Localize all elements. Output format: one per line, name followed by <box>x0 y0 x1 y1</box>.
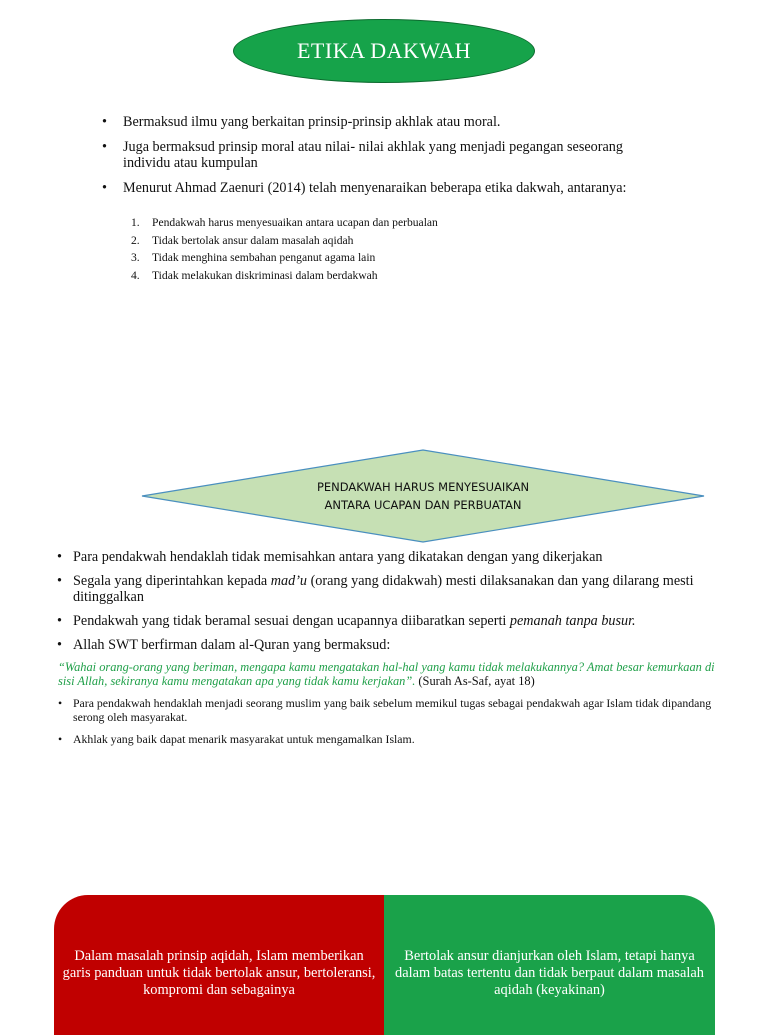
bullet-text: Segala yang diperintahkan kepada <box>73 573 271 589</box>
numbered-item <box>131 249 631 267</box>
item-number: 3. <box>131 251 140 264</box>
page-title: ETIKA DAKWAH <box>296 38 472 63</box>
intro-bullet: • Bermaksud ilmu yang berkaitan prinsip-prinsip akhlak atau moral. <box>100 114 660 130</box>
item-text: Tidak bertolak ansur dalam masalah aqidah <box>152 233 354 247</box>
item-number: 1. <box>131 216 140 229</box>
bullet-text: Pendakwah yang tidak beramal sesuai dengan ucapannya diibaratkan seperti <box>73 613 510 629</box>
quote-source: (Surah As-Saf, ayat 18) <box>415 674 535 688</box>
item-number: 2. <box>131 233 140 247</box>
numbered-item <box>131 232 631 250</box>
bullet-italic-term: mad’u <box>270 573 308 589</box>
item-text: Tidak menghina sembahan penganut agama lain <box>152 251 376 264</box>
ethics-numbered-list <box>131 214 631 284</box>
intro-bullet: • Juga bermaksud prinsip moral atau nilai- nilai akhlak yang menjadi pegangan seseorang individu atau kumpulan <box>100 139 660 171</box>
bullet-text: (orang yang didakwah) mesti dilaksanakan dan yang dilarang mesti ditinggalkan <box>73 573 694 605</box>
quote-text: “Wahai orang-orang yang beriman, mengapa kamu mengatakan hal-hal yang kamu tidak melakukannya? Amat besar kemurkaan di sisi Allah, sekiranya kamu mengatakan apa yang tidak kamu kerjakan”. <box>58 660 715 688</box>
tolerance-box <box>384 895 715 1035</box>
tolerance-text: Bertolak ansur dianjurkan oleh Islam, tetapi hanya dalam batas tertentu dan tidak berpaut dalam masalah aqidah (keyakinan) <box>395 948 704 998</box>
main-bullet <box>56 573 716 605</box>
numbered-item <box>131 214 631 232</box>
main-bullet: • Allah SWT berfirman dalam al-Quran yang bermaksud: <box>56 637 716 653</box>
main-bullet <box>56 613 716 629</box>
quran-quote <box>58 660 718 688</box>
main-bullet-list <box>56 549 716 661</box>
diamond-heading-line2: ANTARA UCAPAN DAN PERBUATAN <box>324 498 522 512</box>
item-number: 4. <box>131 268 140 282</box>
bullet-italic-term: pemanah tanpa busur. <box>509 613 636 629</box>
aqidah-principle-text: Dalam masalah prinsip aqidah, Islam memberikan garis panduan untuk tidak bertolak ansur, bertoleransi, kompromi dan sebagainya <box>62 948 376 998</box>
title-oval <box>233 19 535 83</box>
item-text: Tidak melakukan diskriminasi dalam berdakwah <box>152 268 378 282</box>
small-bullet: • Para pendakwah hendaklah menjadi seorang muslim yang baik sebelum memikul tugas sebagai pendakwah agar Islam tidak dipandang serong oleh masyarakat. <box>56 696 716 724</box>
small-bullet-list <box>56 696 716 754</box>
item-text: Pendakwah harus menyesuaikan antara ucapan dan perbualan <box>152 216 438 229</box>
diamond-heading-line1: PENDAKWAH HARUS MENYESUAIKAN <box>316 480 530 494</box>
small-bullet: • Akhlak yang baik dapat menarik masyarakat untuk mengamalkan Islam. <box>56 732 716 746</box>
intro-bullet: • Menurut Ahmad Zaenuri (2014) telah menyenaraikan beberapa etika dakwah, antaranya: <box>100 180 660 196</box>
main-bullet: • Para pendakwah hendaklah tidak memisahkan antara yang dikatakan dengan yang dikerjakan <box>56 549 716 565</box>
numbered-item <box>131 267 631 285</box>
aqidah-principle-box <box>54 895 384 1035</box>
diamond-heading <box>273 478 573 514</box>
intro-bullet-list <box>100 114 660 205</box>
